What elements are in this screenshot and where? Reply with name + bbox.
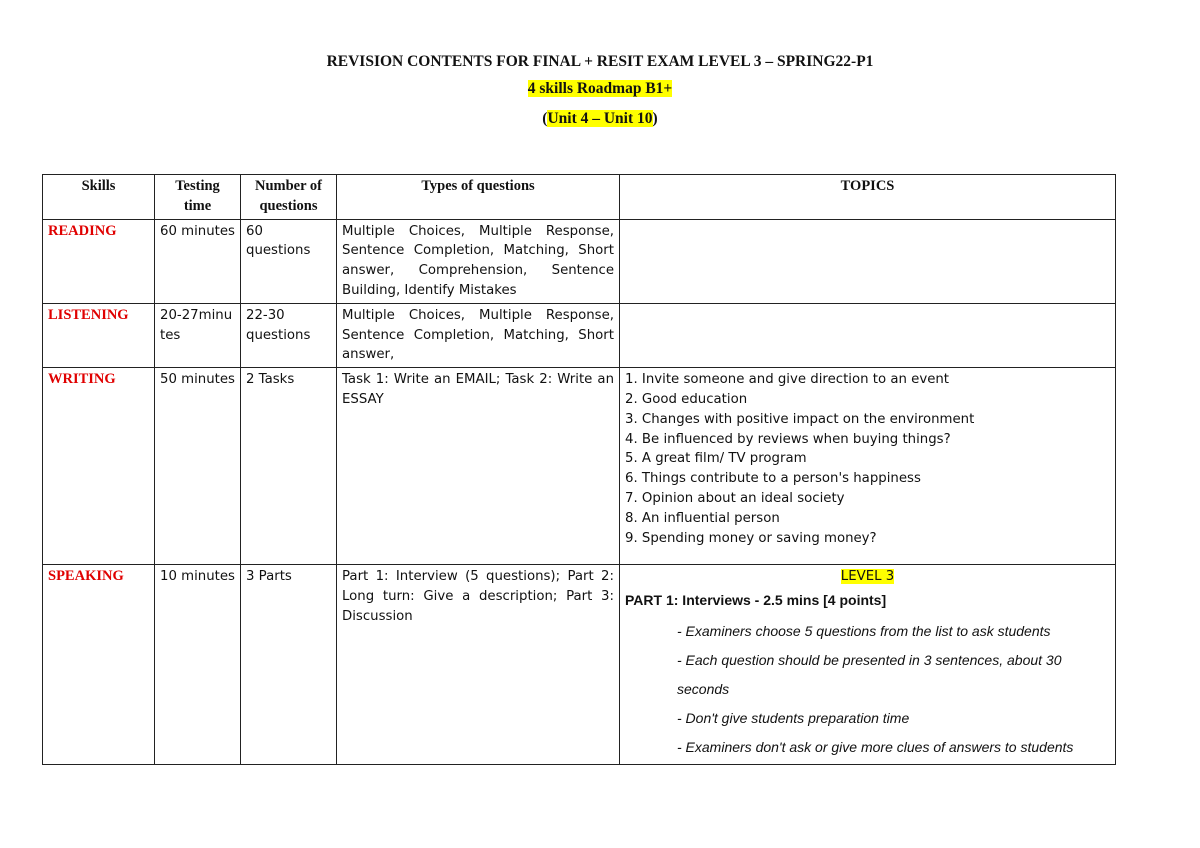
document-subtitle [0, 80, 1200, 98]
writing-types: Task 1: Write an EMAIL; Task 2: Write an ESSAY [337, 368, 620, 565]
units-close-paren: ) [652, 110, 658, 127]
table-header-row [43, 175, 1116, 220]
units-open-paren: ( [542, 110, 548, 127]
subtitle-text: 4 skills Roadmap B1+ [527, 80, 673, 97]
table-row-speaking [43, 565, 1116, 765]
speaking-topics [620, 565, 1116, 765]
listening-topics [620, 303, 1116, 367]
list-item: 8. An influential person [625, 510, 780, 526]
header-skills: Skills [43, 175, 155, 220]
listening-time: 20-27minutes [155, 303, 241, 367]
header-number-of-questions: Number of questions [241, 175, 337, 220]
table-row-reading [43, 219, 1116, 303]
listening-types: Multiple Choices, Multiple Response, Sentence Completion, Matching, Short answer, [337, 303, 620, 367]
level-text: LEVEL 3 [840, 569, 895, 585]
part1-heading: PART 1: Interviews - 2.5 mins [4 points] [625, 591, 887, 608]
list-item: 4. Be influenced by reviews when buying things? [625, 431, 951, 447]
list-item: 6. Things contribute to a person's happiness [625, 471, 921, 487]
writing-time: 50 minutes [155, 368, 241, 565]
skill-speaking: SPEAKING [43, 565, 155, 765]
units-range [0, 110, 1200, 128]
header-testing-time: Testing time [155, 175, 241, 220]
skill-reading: READING [43, 219, 155, 303]
writing-questions: 2 Tasks [241, 368, 337, 565]
table-row-listening [43, 303, 1116, 367]
units-text: Unit 4 – Unit 10 [547, 110, 653, 127]
list-item: 1. Invite someone and give direction to an event [625, 372, 950, 388]
list-item: 5. A great film/ TV program [625, 451, 807, 467]
list-item: 9. Spending money or saving money? [625, 530, 877, 546]
reading-questions: 60 questions [241, 219, 337, 303]
speaking-note: - Examiners don't ask or give more clues of answers to students [677, 738, 1074, 755]
speaking-note: - Examiners choose 5 questions from the list to ask students [677, 622, 1051, 639]
header-topics: TOPICS [620, 175, 1116, 220]
writing-topics [620, 368, 1116, 565]
list-item: 3. Changes with positive impact on the environment [625, 411, 975, 427]
list-item: 7. Opinion about an ideal society [625, 490, 845, 506]
revision-table [42, 174, 1116, 765]
level-label [625, 567, 1110, 587]
skill-listening: LISTENING [43, 303, 155, 367]
reading-types: Multiple Choices, Multiple Response, Sentence Completion, Matching, Short answer, Comprehension, Sentence Building, Identify Mistakes [337, 219, 620, 303]
table-row-writing [43, 368, 1116, 565]
list-item: 2. Good education [625, 391, 748, 407]
reading-time: 60 minutes [155, 219, 241, 303]
speaking-note: - Don't give students preparation time [677, 709, 910, 726]
header-types-of-questions: Types of questions [337, 175, 620, 220]
speaking-time: 10 minutes [155, 565, 241, 765]
speaking-questions: 3 Parts [241, 565, 337, 765]
speaking-note: - Each question should be presented in 3 sentences, about 30 seconds [677, 651, 1062, 697]
reading-topics [620, 219, 1116, 303]
skill-writing: WRITING [43, 368, 155, 565]
listening-questions: 22-30 questions [241, 303, 337, 367]
speaking-types: Part 1: Interview (5 questions); Part 2: Long turn: Give a description; Part 3: Discussion [337, 565, 620, 765]
document-title: REVISION CONTENTS FOR FINAL + RESIT EXAM LEVEL 3 – SPRING22-P1 [326, 53, 874, 70]
